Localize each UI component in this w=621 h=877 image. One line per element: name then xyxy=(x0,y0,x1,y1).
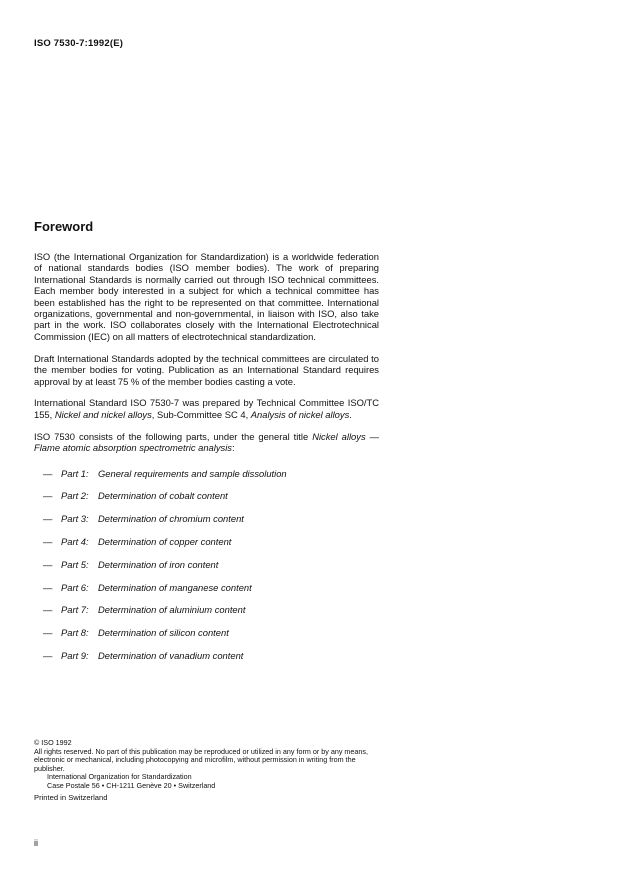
part-label: Part 3: xyxy=(61,513,89,525)
list-item xyxy=(34,536,379,559)
parts-intro-text-1: ISO 7530 consists of the following parts, under the general title xyxy=(34,430,313,442)
page-number: ii xyxy=(34,838,38,848)
foreword-body xyxy=(34,251,379,673)
part-title: Determination of silicon content xyxy=(98,627,229,639)
part-title: Determination of manganese content xyxy=(98,581,252,593)
copyright-block xyxy=(34,739,379,802)
document-id: ISO 7530-7:1992(E) xyxy=(34,38,124,49)
prepared-by-text-3: . xyxy=(349,408,352,420)
dash-bullet: — xyxy=(43,558,53,570)
part-title: Determination of cobalt content xyxy=(98,490,228,502)
dash-bullet: — xyxy=(43,490,53,502)
part-title: Determination of chromium content xyxy=(98,513,244,525)
part-title: Determination of aluminium content xyxy=(98,604,246,616)
part-label: Part 9: xyxy=(61,649,89,661)
list-item xyxy=(34,650,379,673)
part-label: Part 4: xyxy=(61,535,89,547)
paragraph-prepared-by xyxy=(34,397,379,420)
dash-bullet: — xyxy=(43,649,53,661)
parts-intro-text-2: : xyxy=(232,442,235,454)
part-label: Part 6: xyxy=(61,581,89,593)
list-item xyxy=(34,559,379,582)
general-title: Nickel alloys — Flame atomic absorption spectrometric analysis xyxy=(34,430,379,454)
dash-bullet: — xyxy=(43,535,53,547)
rights-statement: All rights reserved. No part of this publication may be reproduced or utilized in any form or by any means, electronic or mechanical, including photocopying and microfilm, without permission in writing from the publisher. xyxy=(34,746,368,773)
dash-bullet: — xyxy=(43,513,53,525)
part-label: Part 1: xyxy=(61,467,89,479)
dash-bullet: — xyxy=(43,581,53,593)
prepared-by-text-2: , Sub-Committee SC 4, xyxy=(151,408,251,420)
copyright-notice: © ISO 1992 xyxy=(34,738,72,747)
paragraph-draft-standards: Draft International Standards adopted by the technical committees are circulated to the member bodies for voting. Publication as an International Standard requires approval by at least 75 % of the member bodies casting a vote. xyxy=(34,352,379,387)
part-title: General requirements and sample dissolution xyxy=(98,467,287,479)
dash-bullet: — xyxy=(43,604,53,616)
printed-location: Printed in Switzerland xyxy=(34,792,108,802)
part-label: Part 7: xyxy=(61,604,89,616)
paragraph-iso-intro: ISO (the International Organization for Standardization) is a worldwide federation of national standards bodies (ISO member bodies). The work of preparing International Standards is normally carried out through ISO technical committees. Each member body interested in a subject for which a technical committee has been established has the right to be represented on that committee. International organizations, governmental and non-governmental, in liaison with ISO, also take part in the work. ISO collaborates closely with the International Electrotechnical Commission (IEC) on all matters of electrotechnical standardization. xyxy=(34,251,379,342)
part-label: Part 8: xyxy=(61,627,89,639)
parts-list xyxy=(34,468,379,673)
publisher-address: Case Postale 56 • CH-1211 Genève 20 • Switzerland xyxy=(47,780,216,790)
list-item xyxy=(34,604,379,627)
list-item xyxy=(34,582,379,605)
part-title: Determination of vanadium content xyxy=(98,649,244,661)
paragraph-parts-intro xyxy=(34,431,379,454)
dash-bullet: — xyxy=(43,627,53,639)
publisher-name: International Organization for Standardization xyxy=(47,772,192,782)
part-label: Part 2: xyxy=(61,490,89,502)
list-item xyxy=(34,468,379,491)
part-title: Determination of copper content xyxy=(98,535,232,547)
part-title: Determination of iron content xyxy=(98,558,219,570)
part-label: Part 5: xyxy=(61,558,89,570)
prepared-by-text-1: International Standard ISO 7530-7 was prepared by Technical Committee ISO/TC 155, xyxy=(34,397,379,420)
committee-title: Nickel and nickel alloys xyxy=(54,408,152,420)
list-item xyxy=(34,490,379,513)
list-item xyxy=(34,627,379,650)
foreword-heading: Foreword xyxy=(34,219,94,234)
list-item xyxy=(34,513,379,536)
dash-bullet: — xyxy=(43,467,53,479)
subcommittee-title: Analysis of nickel alloys xyxy=(250,408,350,420)
